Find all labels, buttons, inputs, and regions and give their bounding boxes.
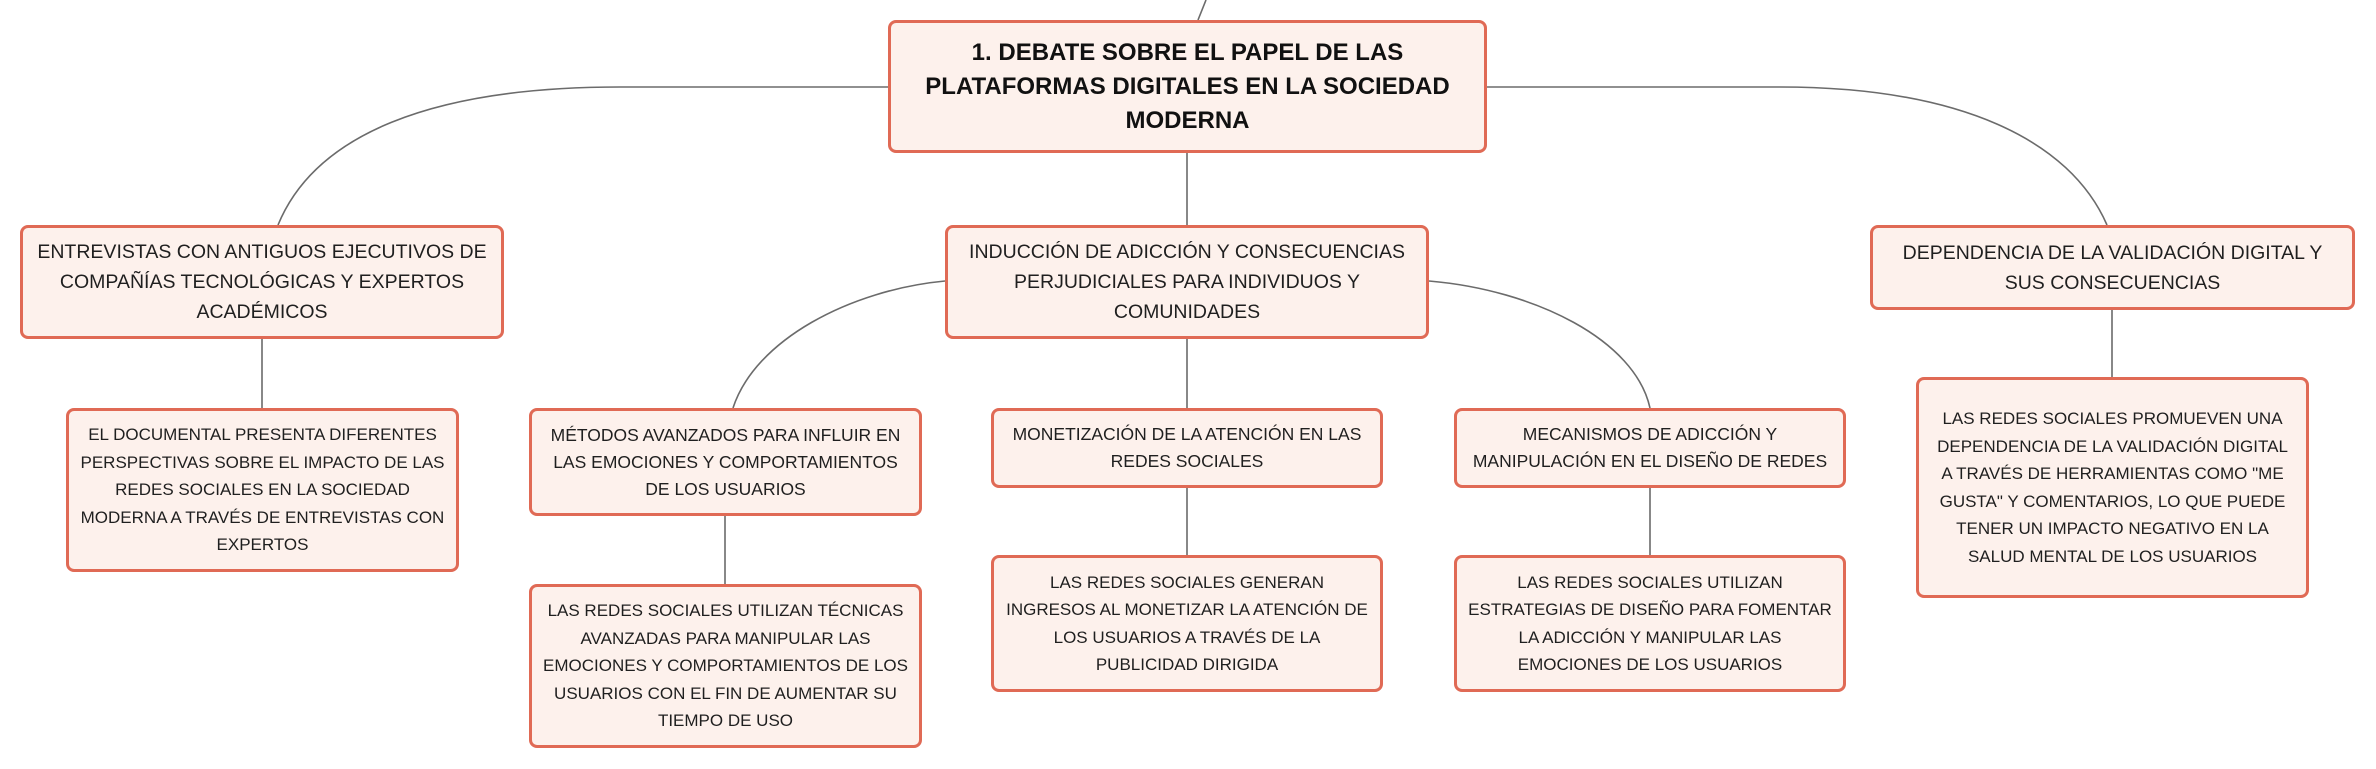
branch-validation-node[interactable] bbox=[1870, 225, 2355, 310]
root-topic-label: 1. DEBATE SOBRE EL PAPEL DE LAS PLATAFORMAS DIGITALES EN LA SOCIEDAD MODERNA bbox=[925, 38, 1450, 134]
branch-addiction-label: INDUCCIÓN DE ADICCIÓN Y CONSECUENCIAS PERJUDICIALES PARA INDIVIDUOS Y COMUNIDADES bbox=[969, 241, 1405, 323]
interviews-detail-text: EL DOCUMENTAL PRESENTA DIFERENTES PERSPECTIVAS SOBRE EL IMPACTO DE LAS REDES SOCIALES EN LA SOCIEDAD MODERNA A TRAVÉS DE ENTREVISTAS CON EXPERTOS bbox=[80, 425, 445, 555]
mechanisms-detail-text: LAS REDES SOCIALES UTILIZAN ESTRATEGIAS DE DISEÑO PARA FOMENTAR LA ADICCIÓN Y MANIPULAR LAS EMOCIONES DE LOS USUARIOS bbox=[1468, 572, 1832, 674]
connector-parent-stub bbox=[1198, 0, 1206, 20]
interviews-detail-node[interactable] bbox=[66, 408, 459, 572]
mechanisms-node[interactable] bbox=[1454, 408, 1846, 488]
monetization-detail-text: LAS REDES SOCIALES GENERAN INGRESOS AL MONETIZAR LA ATENCIÓN DE LOS USUARIOS A TRAVÉS DE LA PUBLICIDAD DIRIGIDA bbox=[1006, 572, 1368, 674]
methods-detail-text: LAS REDES SOCIALES UTILIZAN TÉCNICAS AVANZADAS PARA MANIPULAR LAS EMOCIONES Y COMPORTAMIENTOS DE LOS USUARIOS CON EL FIN DE AUMENTAR SU TIEMPO DE USO bbox=[543, 601, 908, 731]
monetization-detail-node[interactable] bbox=[991, 555, 1383, 692]
root-topic-node[interactable] bbox=[888, 20, 1487, 153]
branch-interviews-label: ENTREVISTAS CON ANTIGUOS EJECUTIVOS DE COMPAÑÍAS TECNOLÓGICAS Y EXPERTOS ACADÉMICOS bbox=[37, 241, 487, 323]
validation-detail-node[interactable] bbox=[1916, 377, 2309, 598]
connector-addiction-to-mechanisms bbox=[1429, 281, 1650, 408]
connector-root-to-validation bbox=[1487, 87, 2107, 225]
methods-node[interactable] bbox=[529, 408, 922, 516]
validation-detail-text: LAS REDES SOCIALES PROMUEVEN UNA DEPENDENCIA DE LA VALIDACIÓN DIGITAL A TRAVÉS DE HERRAMIENTAS COMO "ME GUSTA" Y COMENTARIOS, LO QUE PUEDE TENER UN IMPACTO NEGATIVO EN LA SALUD MENTAL DE LOS USUARIOS bbox=[1937, 409, 2288, 566]
connector-addiction-to-methods bbox=[733, 281, 945, 408]
mechanisms-label: MECANISMOS DE ADICCIÓN Y MANIPULACIÓN EN EL DISEÑO DE REDES bbox=[1472, 424, 1828, 471]
connector-root-to-interviews bbox=[278, 87, 888, 225]
mechanisms-detail-node[interactable] bbox=[1454, 555, 1846, 692]
methods-detail-node[interactable] bbox=[529, 584, 922, 748]
branch-addiction-node[interactable] bbox=[945, 225, 1429, 339]
branch-interviews-node[interactable] bbox=[20, 225, 504, 339]
branch-validation-label: DEPENDENCIA DE LA VALIDACIÓN DIGITAL Y SUS CONSECUENCIAS bbox=[1902, 241, 2323, 294]
monetization-label: MONETIZACIÓN DE LA ATENCIÓN EN LAS REDES SOCIALES bbox=[1012, 424, 1362, 471]
monetization-node[interactable] bbox=[991, 408, 1383, 488]
methods-label: MÉTODOS AVANZADOS PARA INFLUIR EN LAS EMOCIONES Y COMPORTAMIENTOS DE LOS USUARIOS bbox=[550, 424, 901, 499]
